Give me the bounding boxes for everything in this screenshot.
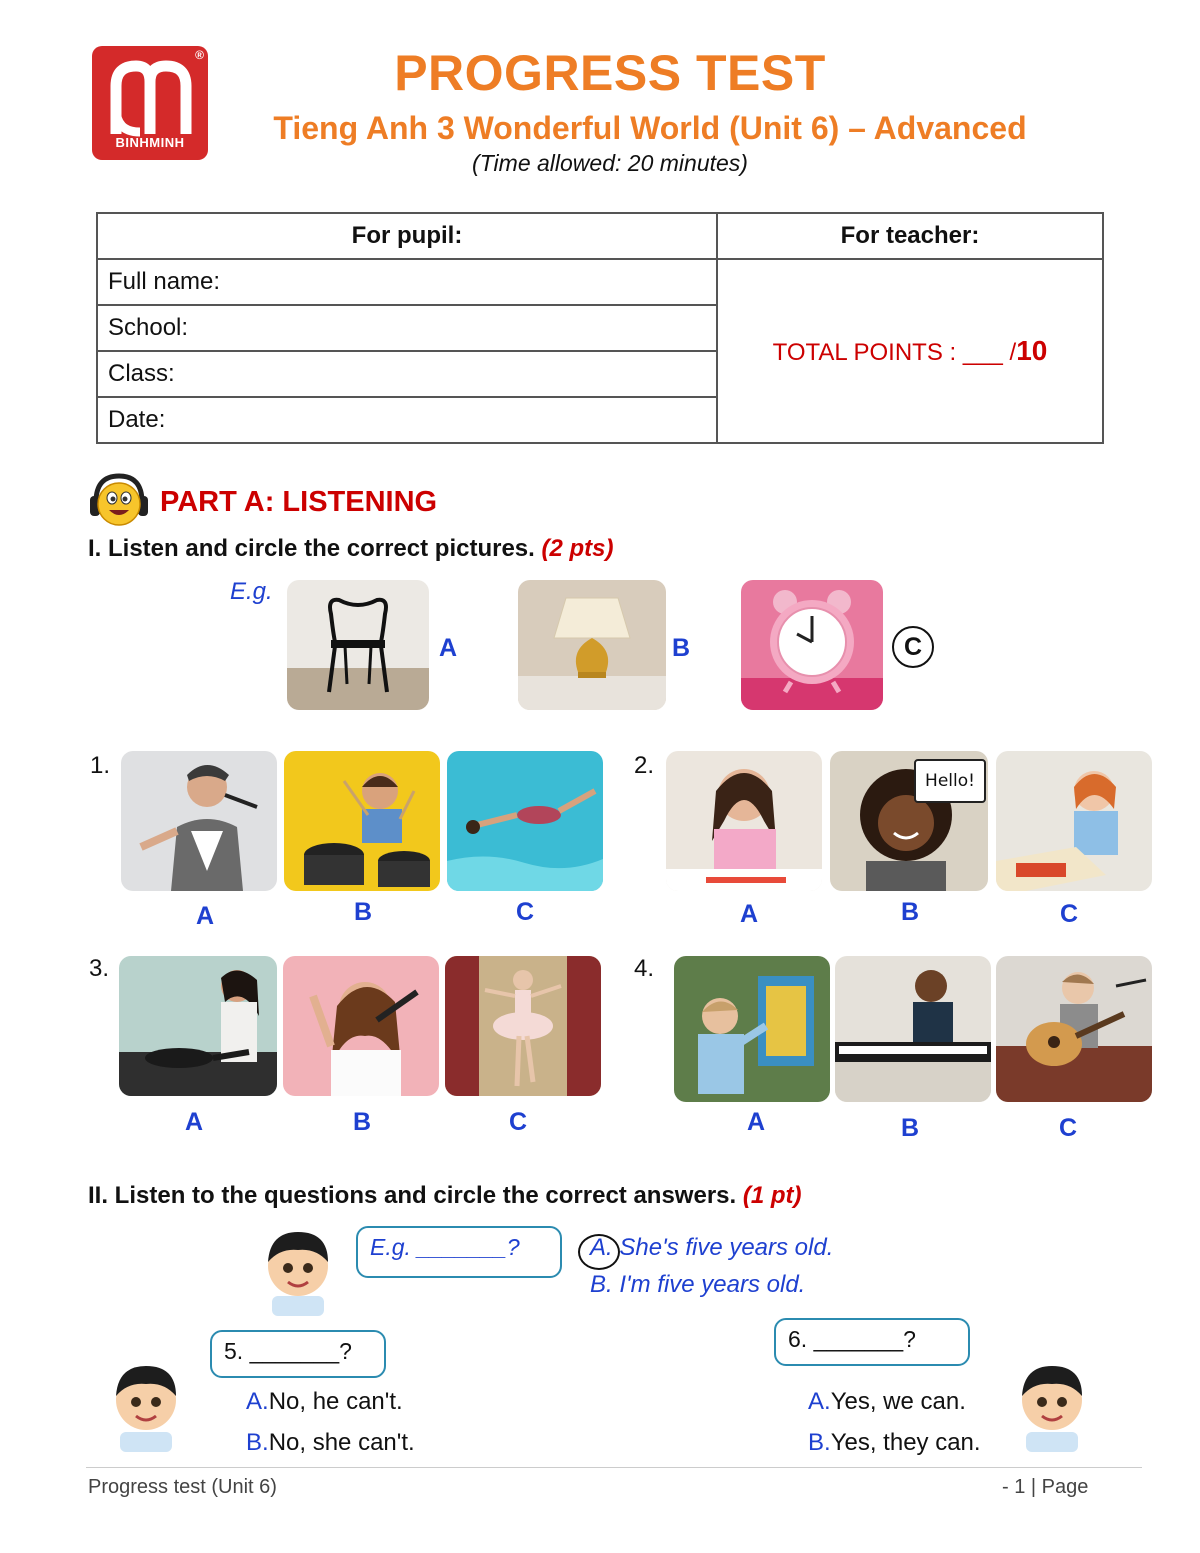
q3-option-c[interactable]: C <box>509 1108 528 1136</box>
example-question-bubble <box>356 1226 562 1278</box>
school-field[interactable]: School: <box>97 305 717 351</box>
q1-drummer-image[interactable] <box>284 751 440 891</box>
q2-drawing-image[interactable] <box>666 751 822 891</box>
question-4-number: 4. <box>634 955 655 982</box>
registered-mark: ® <box>195 48 204 62</box>
example-answer-a[interactable] <box>590 1234 833 1262</box>
example-answer-a-key: A. <box>590 1234 613 1261</box>
example-answer-a-text: She's five years old. <box>619 1234 834 1261</box>
example-option-a[interactable]: A <box>439 634 458 662</box>
page-subtitle: Tieng Anh 3 Wonderful World (Unit 6) – Advanced <box>273 110 1027 146</box>
q5-answer-a-key: A. <box>246 1388 269 1415</box>
hello-text: Hello! <box>925 771 975 791</box>
pupil-info-table <box>96 212 1104 444</box>
q2-option-c[interactable]: C <box>1060 900 1079 928</box>
section-1-points: (2 pts) <box>541 535 614 562</box>
q2-option-b[interactable]: B <box>901 898 920 926</box>
q4-option-a[interactable]: A <box>747 1108 766 1136</box>
q5-answer-b-text: No, she can't. <box>268 1429 415 1456</box>
q2-option-a[interactable]: A <box>740 900 759 928</box>
q6-answer-b[interactable] <box>808 1429 981 1457</box>
q6-answer-a-text: Yes, we can. <box>830 1388 966 1415</box>
q4-guitar-image[interactable] <box>996 956 1152 1102</box>
example-clock-image[interactable] <box>741 580 883 710</box>
q3-cooking-image[interactable] <box>119 956 277 1096</box>
q2-reading-image[interactable] <box>996 751 1152 891</box>
q3-ballet-image[interactable] <box>445 956 601 1096</box>
example-answer-b-text: I'm five years old. <box>619 1271 806 1298</box>
example-option-b[interactable]: B <box>672 634 691 662</box>
q4-option-c[interactable]: C <box>1059 1114 1078 1142</box>
q5-question-bubble <box>210 1330 386 1378</box>
q5-answer-b[interactable] <box>246 1429 415 1457</box>
q1-option-c[interactable]: C <box>516 898 535 926</box>
logo-text: BINHMINH <box>115 135 185 150</box>
section-2-points: (1 pt) <box>742 1182 802 1209</box>
example-answer-b[interactable] <box>590 1271 805 1299</box>
teacher-header: For teacher: <box>717 213 1103 259</box>
q1-option-b[interactable]: B <box>354 898 373 926</box>
q3-option-a[interactable]: A <box>185 1108 204 1136</box>
q3-singing-image[interactable] <box>283 956 439 1096</box>
example-lamp-image[interactable] <box>518 580 666 710</box>
q1-swimmer-image[interactable] <box>447 751 603 891</box>
question-1-number: 1. <box>90 752 111 779</box>
q4-painting-image[interactable] <box>674 956 830 1102</box>
footer-left: Progress test (Unit 6) <box>88 1476 277 1498</box>
boy-avatar-q6 <box>1010 1352 1094 1452</box>
section-1-title <box>88 535 613 563</box>
q4-option-b[interactable]: B <box>901 1114 920 1142</box>
part-a-title: PART A: LISTENING <box>160 486 438 518</box>
example-answer-circle[interactable] <box>892 626 934 668</box>
example-answer-b-key: B. <box>590 1271 613 1298</box>
question-2-number: 2. <box>634 752 655 779</box>
section-2-text: II. Listen to the questions and circle the correct answers. <box>88 1182 737 1209</box>
q6-answer-b-text: Yes, they can. <box>830 1429 981 1456</box>
q1-singer-image[interactable] <box>121 751 277 891</box>
q4-piano-image[interactable] <box>835 956 991 1102</box>
class-field[interactable]: Class: <box>97 351 717 397</box>
full-name-field[interactable]: Full name: <box>97 259 717 305</box>
question-3-number: 3. <box>89 955 110 982</box>
total-points-label: TOTAL POINTS : ___ / <box>772 339 1017 366</box>
q6-answer-b-key: B. <box>808 1429 831 1456</box>
example-chair-image[interactable] <box>287 580 429 710</box>
q3-option-b[interactable]: B <box>353 1108 372 1136</box>
boy-avatar-q5 <box>104 1352 188 1452</box>
boy-avatar-example <box>258 1220 338 1316</box>
section-1-text: I. Listen and circle the correct pictures. <box>88 535 535 562</box>
footer-divider <box>86 1467 1142 1468</box>
total-points-max: 10 <box>1016 335 1048 366</box>
pupil-header: For pupil: <box>97 213 717 259</box>
footer-page: - 1 | Page <box>1002 1476 1089 1498</box>
time-allowed: (Time allowed: 20 minutes) <box>472 150 748 176</box>
total-points <box>717 259 1103 443</box>
page-title: PROGRESS TEST <box>394 45 826 101</box>
q5-answer-a[interactable] <box>246 1388 403 1416</box>
q6-bubble-text: 6. _______? <box>788 1326 916 1352</box>
example-label: E.g. <box>230 578 273 605</box>
headphones-smiley-icon <box>88 472 150 528</box>
q5-answer-b-key: B. <box>246 1429 269 1456</box>
q5-bubble-text: 5. _______? <box>224 1338 352 1364</box>
q1-option-a[interactable]: A <box>196 902 215 930</box>
q6-question-bubble <box>774 1318 970 1366</box>
hello-speech-bubble <box>914 759 986 803</box>
publisher-logo <box>92 46 208 160</box>
section-2-title <box>88 1182 802 1210</box>
example-bubble-text: E.g. _______? <box>370 1234 520 1260</box>
q6-answer-a-key: A. <box>808 1388 831 1415</box>
example-option-c: C <box>903 633 923 661</box>
q5-answer-a-text: No, he can't. <box>268 1388 403 1415</box>
q6-answer-a[interactable] <box>808 1388 966 1416</box>
date-field[interactable]: Date: <box>97 397 717 443</box>
